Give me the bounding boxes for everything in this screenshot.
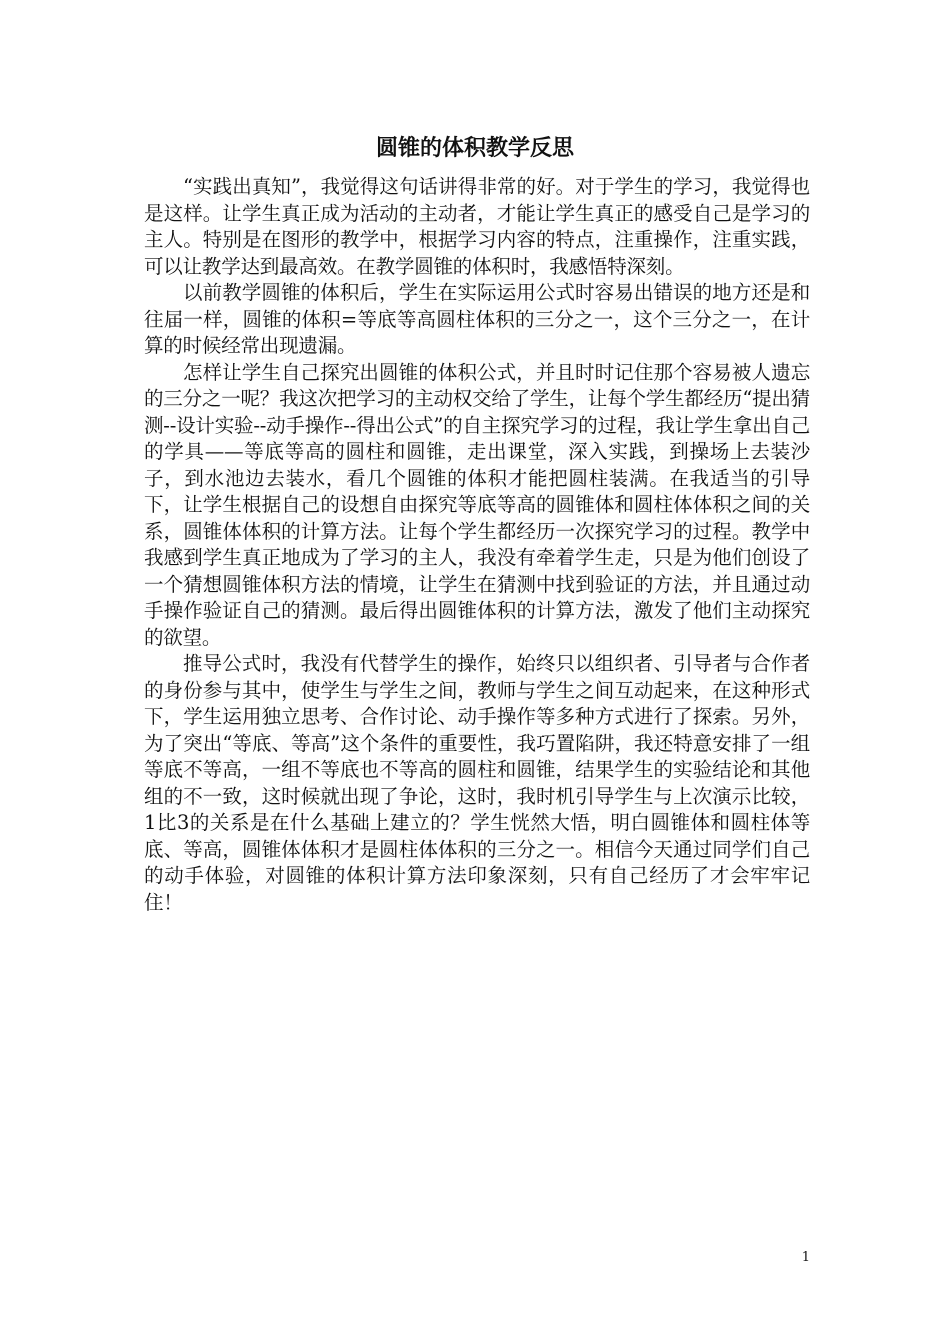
document-body bbox=[144, 174, 810, 916]
paragraph-1: “实践出真知”，我觉得这句话讲得非常的好。对于学生的学习，我觉得也是这样。让学生真正成为活动的主动者，才能让学生真正的感受自己是学习的主人。特别是在图形的教学中，根据学习内容的特点，注重操作，注重实践，可以让教学达到最高效。在教学圆锥的体积时，我感悟特深刻。 bbox=[144, 175, 810, 278]
paragraph-4: 推导公式时，我没有代替学生的操作，始终只以组织者、引导者与合作者的身份参与其中，使学生与学生之间，教师与学生之间互动起来，在这种形式下，学生运用独立思考、合作讨论、动手操作等多种方式进行了探索。另外，为了突出“等底、等高”这个条件的重要性，我巧置陷阱，我还特意安排了一组等底不等高，一组不等底也不等高的圆柱和圆锥，结果学生的实验结论和其他组的不一致，这时候就出现了争论，这时，我时机引导学生与上次演示比较，1比3的关系是在什么基础上建立的？学生恍然大悟，明白圆锥体和圆柱体等底、等高，圆锥体体积才是圆柱体体积的三分之一。相信今天通过同学们自己的动手体验，对圆锥的体积计算方法印象深刻，只有自己经历了才会牢牢记住！ bbox=[144, 652, 810, 914]
document-title: 圆锥的体积教学反思 bbox=[375, 135, 574, 161]
page-number: 1 bbox=[801, 1250, 810, 1265]
paragraph-2: 以前教学圆锥的体积后，学生在实际运用公式时容易出错误的地方还是和往届一样，圆锥的体积=等底等高圆柱体积的三分之一，这个三分之一，在计算的时候经常出现遗漏。 bbox=[144, 281, 810, 357]
paragraph-3: 怎样让学生自己探究出圆锥的体积公式，并且时时记住那个容易被人遗忘的三分之一呢？我这次把学习的主动权交给了学生，让每个学生都经历“提出猜测--设计实验--动手操作--得出公式”的自主探究学习的过程，我让学生拿出自己的学具——等底等高的圆柱和圆锥，走出课堂，深入实践，到操场上去装沙子，到水池边去装水，看几个圆锥的体积才能把圆柱装满。在我适当的引导下，让学生根据自己的设想自由探究等底等高的圆锥体和圆柱体体积之间的关系，圆锥体体积的计算方法。让每个学生都经历一次探究学习的过程。教学中我感到学生真正地成为了学习的主人，我没有牵着学生走，只是为他们创设了一个猜想圆锥体积方法的情境，让学生在猜测中找到验证的方法，并且通过动手操作验证自己的猜测。最后得出圆锥体积的计算方法，激发了他们主动探究的欲望。 bbox=[144, 360, 810, 649]
